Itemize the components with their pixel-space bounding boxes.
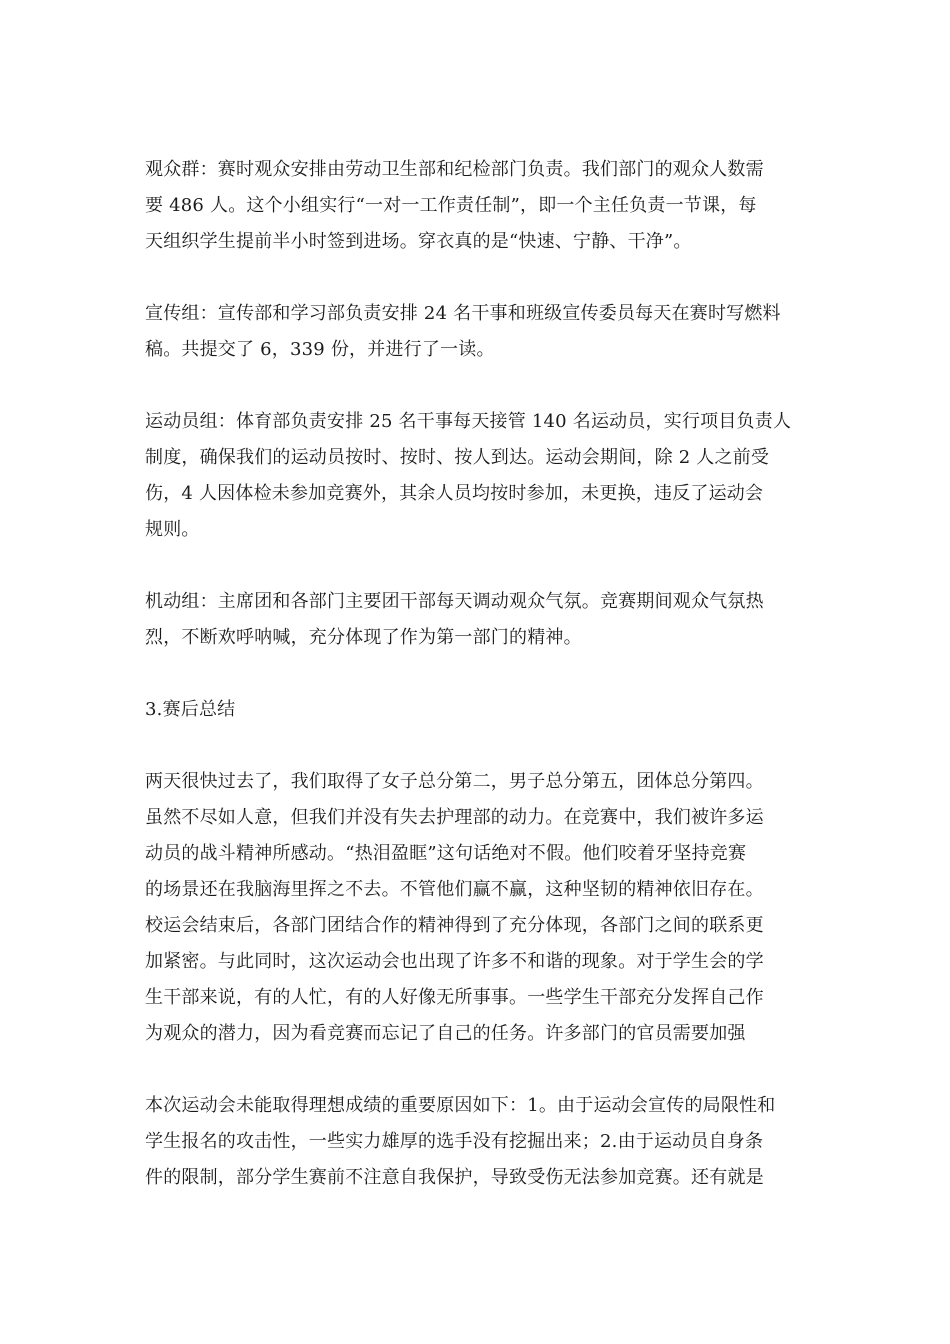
text-line: 生干部来说，有的人忙，有的人好像无所事事。一些学生干部充分发挥自己作 [145, 987, 764, 1008]
text-line: 的场景还在我脑海里挥之不去。不管他们赢不赢，这种坚韧的精神依旧存在。 [145, 879, 764, 900]
text-line: 观众群：赛时观众安排由劳动卫生部和纪检部门负责。我们部门的观众人数需 [145, 159, 764, 180]
text-line: 烈，不断欢呼呐喊，充分体现了作为第一部门的精神。 [145, 627, 582, 648]
text-line: 宣传组：宣传部和学习部负责安排 24 名干事和班级宣传委员每天在赛时写燃料 [145, 303, 781, 324]
text-line: 稿。共提交了 6，339 份，并进行了一读。 [145, 339, 495, 360]
text-line: 天组织学生提前半小时签到进场。穿衣真的是“快速、宁静、干净”。 [145, 231, 692, 252]
text-line: 加紧密。与此同时，这次运动会也出现了许多不和谐的现象。对于学生会的学 [145, 951, 764, 972]
text-line: 动员的战斗精神所感动。“热泪盈眶”这句话绝对不假。他们咬着牙坚持竞赛 [145, 843, 747, 864]
paragraph-reasons [145, 1088, 815, 1196]
text-line: 学生报名的攻击性，一些实力雄厚的选手没有挖掘出来；2.由于运动员自身条 [145, 1131, 764, 1152]
text-line: 虽然不尽如人意，但我们并没有失去护理部的动力。在竞赛中，我们被许多运 [145, 807, 764, 828]
text-line: 制度，确保我们的运动员按时、按时、按人到达。运动会期间，除 2 人之前受 [145, 447, 770, 468]
text-line: 运动员组：体育部负责安排 25 名干事每天接管 140 名运动员，实行项目负责人 [145, 411, 792, 432]
text-line: 为观众的潜力，因为看竞赛而忘记了自己的任务。许多部门的官员需要加强 [145, 1023, 746, 1044]
paragraph-publicity-group [145, 296, 815, 368]
document-body [145, 152, 815, 1232]
text-line: 本次运动会未能取得理想成绩的重要原因如下：1。由于运动会宣传的局限性和 [145, 1095, 776, 1116]
text-line: 两天很快过去了，我们取得了女子总分第二，男子总分第五，团体总分第四。 [145, 771, 764, 792]
text-line: 机动组：主席团和各部门主要团干部每天调动观众气氛。竞赛期间观众气氛热 [145, 591, 764, 612]
section-heading [145, 692, 815, 728]
text-line: 规则。 [145, 519, 200, 540]
text-line: 校运会结束后，各部门团结合作的精神得到了充分体现，各部门之间的联系更 [145, 915, 764, 936]
paragraph-mobile-group [145, 584, 815, 656]
text-line: 要 486 人。这个小组实行“一对一工作责任制”，即一个主任负责一节课，每 [145, 195, 757, 216]
heading-text: 3.赛后总结 [145, 699, 236, 720]
paragraph-audience-group [145, 152, 815, 260]
paragraph-post-event-summary [145, 764, 815, 1052]
text-line: 件的限制，部分学生赛前不注意自我保护，导致受伤无法参加竞赛。还有就是 [145, 1167, 764, 1188]
paragraph-athlete-group [145, 404, 815, 548]
text-line: 伤，4 人因体检未参加竞赛外，其余人员均按时参加，未更换，违反了运动会 [145, 483, 764, 504]
